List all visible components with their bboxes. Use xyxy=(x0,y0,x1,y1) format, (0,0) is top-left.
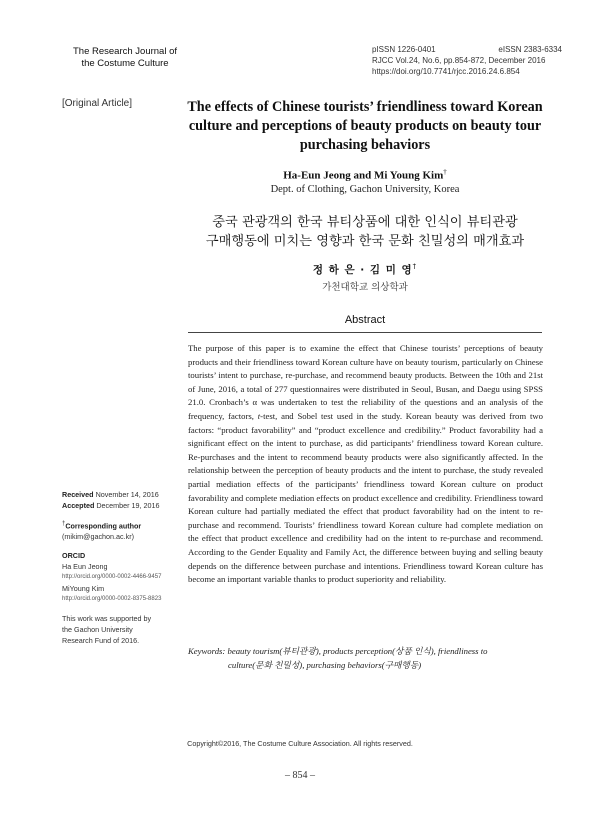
eissn: eISSN 2383-6334 xyxy=(498,45,562,54)
korean-title xyxy=(180,213,550,251)
orcid1-name: Ha Eun Jeong xyxy=(62,562,108,572)
support-line2: the Gachon University xyxy=(62,625,133,635)
korean-title-line1: 중국 관광객의 한국 뷰티상품에 대한 인식이 뷰티관광 xyxy=(212,215,518,230)
corresponding-mark: † xyxy=(443,168,447,176)
issn-row xyxy=(372,44,562,55)
article-type: [Original Article] xyxy=(62,98,133,109)
corresponding-row xyxy=(62,519,180,531)
doi-link[interactable]: https://doi.org/10.7741/rjcc.2016.24.6.854 xyxy=(372,67,520,76)
journal-name-line2: the Costume Culture xyxy=(81,58,169,69)
corresponding-label: Corresponding author xyxy=(65,521,142,531)
korean-author-names: 정 하 은 · 김 미 영 xyxy=(312,264,413,276)
abstract-t-italic: t xyxy=(257,410,261,421)
abstract-heading: Abstract xyxy=(344,314,386,326)
keywords-line2: culture(문화 친밀성), purchasing behaviors(구매행동) xyxy=(228,659,422,670)
authors xyxy=(180,168,550,182)
affiliation: Dept. of Clothing, Gachon University, Korea xyxy=(270,184,460,195)
accepted-label: Accepted xyxy=(62,501,95,510)
journal-name xyxy=(60,46,190,70)
pissn: pISSN 1226-0401 xyxy=(372,45,436,54)
corresponding-email[interactable]: (mikim@gachon.ac.kr) xyxy=(62,532,134,542)
abstract-body xyxy=(188,342,543,587)
korean-corresponding-mark: † xyxy=(412,262,418,271)
korean-affiliation: 가천대학교 의상학과 xyxy=(322,282,408,293)
received-label: Received xyxy=(62,490,94,499)
abstract-divider xyxy=(188,332,542,333)
corr-mark: † xyxy=(62,521,66,527)
keywords xyxy=(188,645,543,672)
korean-authors xyxy=(180,262,550,277)
author-names: Ha-Eun Jeong and Mi Young Kim xyxy=(283,169,444,182)
orcid2-link[interactable]: http://orcid.org/0000-0002-8375-8823 xyxy=(62,596,162,603)
orcid1-link[interactable]: http://orcid.org/0000-0002-4466-9457 xyxy=(62,574,162,581)
support-line1: This work was supported by xyxy=(62,614,152,624)
abstract-part1: The purpose of this paper is to examine the effect that Chinese tourists’ perceptions of beauty products and their friendliness toward Korean culture have on beauty tourism, particularly on Chinese tourists’ intent to purchase, re-purchase, and recommend beauty products. Between the 10th and 21st of June, 2016, a total of 277 questionnaires were distributed in Seoul, Busan, and Daegu using SPSS 21.0. Cronbach’s α was undertaken to test the reliability of the questions and an analysis of the frequency, factors, xyxy=(188,343,543,421)
journal-name-line1: The Research Journal of xyxy=(72,46,178,57)
received-row xyxy=(62,489,180,500)
citation: RJCC Vol.24, No.6, pp.854-872, December 2016 xyxy=(372,56,546,65)
orcid-label: ORCID xyxy=(62,551,86,561)
copyright: Copyright©2016, The Costume Culture Association. All rights reserved. xyxy=(187,739,413,748)
korean-title-line2: 구매행동에 미치는 영향과 한국 문화 친밀성의 매개효과 xyxy=(205,234,525,249)
accepted-row xyxy=(62,500,180,511)
abstract-part2: -test, and Sobel test used in the study. Korean beauty was derived from two factors: “product favorability” and “product excellence and credibility.” Product favorability had a significant effect on the intent to purchase, as did participants’ friendliness toward Korean culture. Re-purchases and the intent to recommend beauty products were also significantly affected. In the relationship between the perception of beauty products and the intent to purchase, the study revealed partial mediation effects of the participants’ friendliness toward Korean culture on product favorability and complete mediation effects on product excellence and credibility. Friendliness toward Korean culture had partially mediated the effect that product favorability had on the intent to re-purchase and recommend. Tourists’ friendliness toward Korean culture had complete mediation on the effect that product excellence and credibility had on the intent to re-purchase and recommend. According to the Gender Equality and Family Act, the difference between buying and selling beauty depends on the difference between purchase and intentions. Friendliness toward Korean culture has become an important variable thanks to product superiority and reliability. xyxy=(188,410,543,585)
orcid2-name: MiYoung Kim xyxy=(62,584,105,594)
received-date: November 14, 2016 xyxy=(95,490,159,499)
journal-meta xyxy=(372,44,562,77)
support-line3: Research Fund of 2016. xyxy=(62,636,140,646)
keywords-line1: Keywords: beauty tourism(뷰티관광), products perception(상품 인식), friendliness to xyxy=(188,646,488,656)
page-number: – 854 – xyxy=(285,770,315,781)
paper-title: The effects of Chinese tourists’ friendliness toward Korean culture and perceptions of beauty products on beauty tour purchasing behaviors xyxy=(187,99,543,153)
article-info-sidebar xyxy=(62,489,180,646)
accepted-date: December 19, 2016 xyxy=(96,501,160,510)
